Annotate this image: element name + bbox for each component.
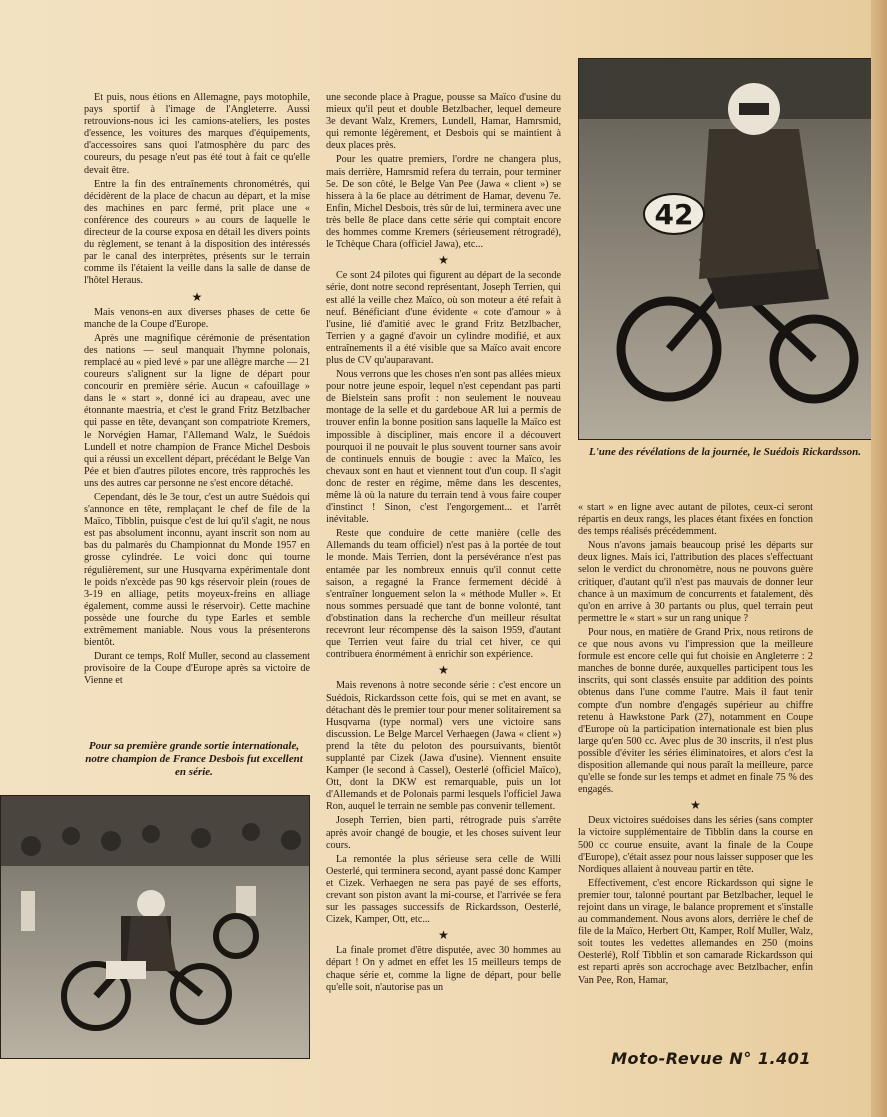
paragraph: Cependant, dès le 3e tour, c'est un autre Suédois qui s'annonce en tête, remplaçant le chef de file de la Maïco, Tibblin, puisque c'est de lui qu'il s'agit, ne nous est pas absolument inconnu, ayant inscrit son nom au bas du palmarès du Championnat du Monde 1957 en grosse cylindrée. Le voici donc qui tourne régulièrement, sur une Husqvarna expérimentale dont le poids n'excède pas 90 kgs réservoir plein (roues de 3-19 en alliage, petits moyeux-freins en alliage également, comme aussi le réservoir). Cette machine possède une fourche du type Earles et semble extrêmement maniable. Nous vous la présenterons bientôt. — [84, 492, 310, 649]
page-binding-edge — [871, 0, 887, 1117]
section-star: ★ — [191, 289, 203, 304]
paragraph: La finale promet d'être disputée, avec 30 hommes au départ ! On y admet en effet les 15 meilleurs temps de chaque série et, comme la ligne de départ, pour belle qu'elle soit, n'autorise pas un — [326, 945, 561, 993]
paragraph: Reste que conduire de cette manière (celle des Allemands du team officiel) n'est pas à la portée de tout le monde. Mais Terrien, dont la persévérance n'est pas entamée par les nombreux ennuis qu'il connut cette saison, a regagné la France fermement décidé à s'entraîner longuement selon la « méthode Muller ». Et nous sommes persuadé que tant de bonne volonté, tant d'obstination dans la recherche d'un meilleur résultat recevront leur récompense dès la saison 1959, d'autant que Terrien veut faire du trial cet hiver, ce qui contribuera énormément à enrichir son expérience. — [326, 528, 561, 661]
paragraph: Effectivement, c'est encore Rickardsson qui signe le premier tour, talonné pourtant par Betzlbacher, lequel le rejoint dans un virage, le balance proprement et s'installe au commandement. Nous avons alors, derrière le chef de file de la Maïco, Herbert Ott, Kamper, Rolf Muller, Walz, soit toutes les vedettes allemandes en 250 (moins Oesterlé), Rolf Tibblin et son camarade Rickardsson qui est reparti après son accrochage avec Betzlbacher, enfin Van Pee, Ron, Hamar, — [578, 877, 813, 986]
page-footer: Moto-Revue N° 1.401 — [611, 1049, 811, 1068]
photo-caption-bottom: Pour sa première grande sortie internationale, notre champion de France Desbois fut excellent en série. — [85, 740, 303, 778]
photo-caption-top: L'une des révélations de la journée, le Suédois Rickardsson. — [589, 446, 861, 458]
paragraph: Durant ce temps, Rolf Muller, second au classement provisoire de la Coupe d'Europe après sa victoire de Vienne et — [84, 651, 310, 687]
photo-desbois — [0, 795, 310, 1059]
paragraph: Nous verrons que les choses n'en sont pas allées mieux pour notre jeune espoir, lequel n'est cependant pas parti de Bielstein sans profit : non seulement le nouveau montage de la selle et du gardeboue AR lui a permis de trouver enfin la bonne position sans laquelle la Maïco est impossible à discipliner, mais encore il a découvert pourquoi il ne pouvait le plus souvent tourner sans avoir de continuels ennuis de bougie : avec la Maïco, les chevaux sont en haut et viennent tout d'un coup. Il s'agit donc de rester en régime, même dans les descentes, même là où la nature du terrain tend à vous faire couper d'instinct ! Sinon, c'est l'engorgement... et l'arrêt inévitable. — [326, 369, 561, 526]
paragraph: Pour nous, en matière de Grand Prix, nous retirons de ce que nous avons vu l'impression que la meilleure formule est encore celle qui fut choisie en Angleterre : 2 manches de bonne durée, auxquelles participent tous les inscrits, qui sont classés ensuite par addition des points obtenus dans l'une comme l'autre. Mais il faut tenir compte d'un nombre d'engagés supérieur au chiffre retenu à Hawkstone Park (27), notamment en Coupe d'Europe où la participation internationale est bien plus large qu'en 500 cc. Avec plus de 30 inscrits, il n'est plus possible d'éviter les séries éliminatoires, et alors c'est la disposition allemande qui nous paraît la meilleure, parce qu'elle se fonde sur les temps et admet en finale 75 % des engagés. — [578, 626, 813, 796]
section-star: ★ — [438, 663, 449, 678]
article-column-2 — [326, 92, 561, 996]
paragraph: Pour les quatre premiers, l'ordre ne changera plus, mais derrière, Hamrsmid refera du terrain, pour terminer 5e. De son côté, le Belge Van Pee (Jawa « client ») se hissera à la 6e place au détriment de Hamar, devenu 7e. Enfin, Michel Desbois, très sûr de lui, terminera avec une très belle 8e place dans cette série qui comptait encore des hommes comme Kremers (sérieusement rétrogradé), le Tchèque Chara (officiel Jawa), etc... — [326, 154, 561, 251]
section-star: ★ — [438, 253, 449, 268]
paragraph: Mais venons-en aux diverses phases de cette 6e manche de la Coupe d'Europe. — [84, 306, 310, 330]
section-star: ★ — [438, 928, 449, 943]
paragraph: Après une magnifique cérémonie de présentation des nations — seul manquait l'hymne polonais, remplacé au « pied levé » par une allègre marche — 21 coureurs s'alignent sur la ligne de départ pour concourir en première série. Aucun « cafouillage » dans le « start », donné ici au drapeau, avec une étonnante maestria, et c'est le grand Fritz Betzlbacher qui passe en tête, devançant son compatriote Kremers, le Norvégien Hamar, l'Allemand Walz, le Suédois Lundell et notre champion de France Michel Desbois qui a réussi un excellent départ, précédant le Belge Van Pée et bien d'autres pilotes encore, très rapprochés les uns des autres car personne ne s'est encore détaché. — [84, 332, 310, 489]
paragraph: Joseph Terrien, bien parti, rétrograde puis s'arrête après avoir changé de bougie, et les choses suivent leur cours. — [326, 815, 561, 851]
paragraph: Entre la fin des entraînements chronométrés, qui décidèrent de la place de chacun au départ, et la mise des machines en parc fermé, prit place une « conférence des coureurs » au cours de laquelle le directeur de la course exposa en détail les divers points du règlement, se tenant à la disposition des intéressés par le canal des interprètes, présents sur le terrain comme ils l'étaient la veille dans la salle de danse de l'hôtel Heraus. — [84, 178, 310, 287]
article-column-1 — [84, 92, 310, 690]
paragraph: Ce sont 24 pilotes qui figurent au départ de la seconde série, dont notre second représentant, Joseph Terrien, qui est allé la veille chez Maïco, où son moteur a été refait à neuf. Bénéficiant d'une évidente « cote d'amour » à l'usine, lié d'amitié avec le grand Fritz Betzlbacher, Terrien y a gagné d'avoir un cylindre modifié, et aux entraînements il a été visible que sa Maïco avait encore plus de CV qu'auparavant. — [326, 270, 561, 366]
paragraph: « start » en ligne avec autant de pilotes, ceux-ci seront répartis en deux rangs, les places étant fixées en fonction des temps réalisés précédemment. — [578, 502, 813, 538]
article-column-3 — [578, 502, 813, 989]
section-star: ★ — [690, 798, 701, 813]
paragraph: Nous n'avons jamais beaucoup prisé les départs sur deux lignes. Mais ici, l'attribution des places s'effectuant selon le verdict du chronomètre, nous ne pouvons guère critiquer, d'autant qu'il n'est pas mauvais de donner leur chance à un maximum de concurrents et fatalement, dès qu'on en arrive à 30 partants ou plus, quel terrain peut permettre le « start » sur un rang unique ? — [578, 540, 813, 624]
paragraph: La remontée la plus sérieuse sera celle de Willi Oesterlé, qui terminera second, ayant passé donc Kamper et Cizek. Verhaegen ne sera pas payé de ses efforts, crevant son piston avant la mi-course, et l'arrivée se fera sur les passages successifs de Rickardsson, Oesterlé, Cizek, Kamper, Ott, etc... — [326, 853, 561, 926]
paragraph: Mais revenons à notre seconde série : c'est encore un Suédois, Rickardsson cette fois, qui se met en avant, se détachant dès le premier tour pour mener solitairement sa Husqvarna (type normal) vers une victoire sans discussion. Le Belge Marcel Verhaegen (Jawa « client ») prend la tête du peloton des poursuivants, bientôt supplanté par Cizek (Jawa d'usine). Viennent ensuite Kamper (le second à Cassel), Oesterlé (officiel Maïco), Ott, dont la DKW est remarquable, puis un lot d'Allemands et de Polonais parmi lesquels l'officiel Jawa Ron, auquel le terrain ne semble pas convenir tellement. — [326, 680, 561, 813]
photo-rickardsson — [578, 58, 874, 440]
race-number: 42 — [654, 198, 694, 231]
paragraph: Deux victoires suédoises dans les séries (sans compter la victoire supplémentaire de Tibblin dans la course en 500 cc courue ensuite, avant la finale de la Coupe d'Europe), c'était assez pour nous laisser supposer que les Nordiques allaient à nouveau partir en tête. — [578, 815, 813, 875]
paragraph: Et puis, nous étions en Allemagne, pays motophile, pays sportif à l'image de l'Angleterre. Aussi retrouvions-nous ici les camions-ateliers, les postes d'essence, les voitures des marques d'équipements, d'accessoires sans quoi l'atmosphère du parc des coureurs, du pesage n'eut pas été tout à fait ce qu'elle devait être. — [84, 92, 310, 176]
paragraph: une seconde place à Prague, pousse sa Maïco d'usine du mieux qu'il peut et double Betzlbacher, lequel demeure 3e devant Walz, Kremers, Lundell, Hamar, Hamrsmid, qui remonte légèrement, et Desbois qui se maintient à deux places près. — [326, 92, 561, 152]
